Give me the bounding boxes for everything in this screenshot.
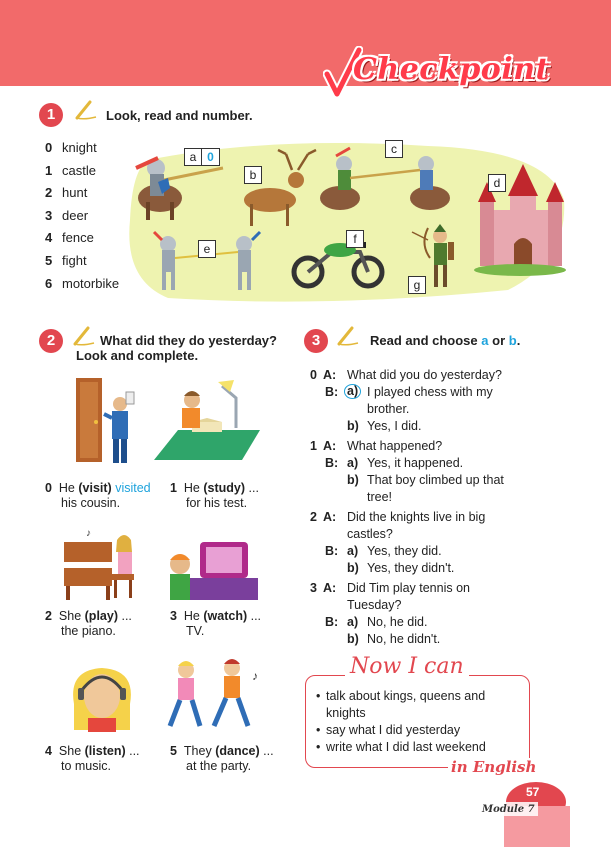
list-item bbox=[316, 722, 486, 739]
svg-text:♪: ♪ bbox=[252, 669, 258, 683]
visit-cousin-illustration bbox=[72, 374, 142, 466]
exercise-2-item-1 bbox=[170, 481, 259, 511]
label-g: g bbox=[408, 276, 426, 294]
list-item-text: say what I did yesterday bbox=[326, 723, 461, 737]
option-text: tree! bbox=[367, 490, 393, 504]
item-number: 3 bbox=[170, 609, 177, 623]
item-rest: TV. bbox=[186, 624, 205, 638]
list-item bbox=[45, 208, 119, 231]
label-b: b bbox=[244, 166, 262, 184]
in-english-label: in English bbox=[448, 758, 539, 776]
instruction-period: . bbox=[516, 333, 521, 348]
exercise-2-number: 2 bbox=[46, 332, 56, 349]
instruction-option-b: b bbox=[508, 333, 517, 348]
item-verb: (watch) bbox=[203, 609, 248, 623]
question-number: 3 bbox=[310, 581, 317, 595]
speaker-a: A: bbox=[323, 581, 337, 595]
item-number: 0 bbox=[45, 140, 53, 155]
item-number: 1 bbox=[45, 162, 53, 178]
exercise-2-item-4 bbox=[45, 744, 140, 774]
instruction-text: Read and choose bbox=[370, 333, 478, 348]
selected-option-a: a) bbox=[344, 384, 361, 399]
item-word: motorbike bbox=[62, 275, 120, 291]
list-item bbox=[45, 140, 119, 163]
item-number: 5 bbox=[170, 744, 177, 758]
item-answer: visited bbox=[115, 481, 151, 495]
question-text: Did the knights live in big bbox=[347, 510, 486, 524]
list-item bbox=[45, 163, 119, 186]
item-word: fence bbox=[62, 230, 94, 246]
exercise-2-item-3 bbox=[170, 609, 261, 639]
question-text: Did Tim play tennis on bbox=[347, 581, 470, 595]
listen-music-illustration bbox=[64, 664, 140, 734]
item-number: 2 bbox=[45, 185, 53, 201]
item-subject: They bbox=[183, 744, 212, 758]
exercise-1-badge bbox=[38, 102, 64, 128]
question-text: castles? bbox=[347, 527, 393, 541]
instruction-option-a: a bbox=[481, 333, 489, 348]
exercise-1-picture-panel bbox=[128, 140, 568, 302]
item-number: 5 bbox=[45, 252, 53, 268]
item-number: 4 bbox=[45, 230, 53, 246]
question-text: What happened? bbox=[347, 439, 443, 453]
exercise-2-item-5 bbox=[170, 744, 274, 774]
option-text: That boy climbed up that bbox=[367, 473, 504, 487]
label-f: f bbox=[346, 230, 364, 248]
watch-tv-illustration bbox=[160, 536, 260, 602]
item-number: 0 bbox=[45, 481, 52, 495]
item-rest: for his test. bbox=[186, 496, 248, 510]
item-verb: (play) bbox=[84, 609, 118, 623]
label-a-answer: 0 bbox=[202, 148, 220, 166]
list-item bbox=[45, 253, 119, 276]
option-a-label: a) bbox=[347, 544, 359, 558]
item-subject: She bbox=[58, 744, 82, 758]
item-word: deer bbox=[62, 207, 89, 223]
exercise-2-badge bbox=[38, 328, 64, 354]
item-word: fight bbox=[62, 252, 87, 268]
item-blank: ... bbox=[263, 744, 274, 758]
item-rest: at the party. bbox=[186, 759, 252, 773]
exercise-2-instruction-line1: What did they do yesterday? bbox=[100, 333, 277, 348]
page-number: 57 bbox=[526, 785, 540, 799]
speaker-b: B: bbox=[325, 385, 339, 399]
list-item-text: talk about kings, queens and bbox=[326, 689, 486, 703]
list-item-text: write what I did last weekend bbox=[326, 740, 486, 754]
option-b-label: b) bbox=[347, 561, 359, 575]
item-word: knight bbox=[62, 140, 97, 155]
svg-text:♪: ♪ bbox=[86, 528, 91, 539]
label-c: c bbox=[385, 140, 403, 158]
label-e: e bbox=[198, 240, 216, 258]
list-item bbox=[45, 185, 119, 208]
list-item bbox=[45, 276, 119, 299]
option-text: brother. bbox=[367, 402, 410, 416]
question-number: 1 bbox=[310, 439, 317, 453]
item-subject: He bbox=[183, 609, 200, 623]
option-a-label: a) bbox=[347, 615, 359, 629]
item-subject: He bbox=[58, 481, 75, 495]
speaker-a: A: bbox=[323, 510, 337, 524]
item-number: 1 bbox=[170, 481, 177, 495]
item-verb: (study) bbox=[203, 481, 246, 495]
option-b-label: b) bbox=[347, 419, 359, 433]
item-verb: (visit) bbox=[78, 481, 112, 495]
item-number: 3 bbox=[45, 207, 53, 223]
now-i-can-list bbox=[316, 688, 486, 756]
question-number: 0 bbox=[310, 368, 317, 382]
item-verb: (dance) bbox=[215, 744, 260, 758]
instruction-or: or bbox=[492, 333, 506, 348]
module-label: Module 7 bbox=[482, 804, 535, 815]
item-subject: He bbox=[183, 481, 200, 495]
item-word: hunt bbox=[62, 185, 88, 201]
question-number: 2 bbox=[310, 510, 317, 524]
pencil-icon bbox=[74, 98, 100, 122]
item-rest: his cousin. bbox=[61, 496, 121, 510]
exercise-1-word-list bbox=[45, 140, 119, 298]
now-i-can-title: Now I can bbox=[345, 654, 469, 679]
exercise-2-item-2 bbox=[45, 609, 132, 639]
list-item-text: knights bbox=[326, 706, 366, 720]
list-item bbox=[316, 688, 486, 722]
exercise-2-instruction-line2: Look and complete. bbox=[76, 348, 199, 363]
exercise-1-number: 1 bbox=[46, 106, 56, 123]
label-d: d bbox=[488, 174, 506, 192]
item-blank: ... bbox=[121, 609, 132, 623]
checkpoint-text: Checkpoint bbox=[353, 52, 550, 87]
item-number: 4 bbox=[45, 744, 52, 758]
speaker-a: A: bbox=[323, 439, 337, 453]
item-blank: ... bbox=[248, 481, 259, 495]
item-verb: (listen) bbox=[84, 744, 126, 758]
option-a-label: a) bbox=[347, 456, 359, 470]
dance-illustration bbox=[156, 656, 266, 734]
item-word: castle bbox=[62, 162, 96, 178]
exercise-3-number: 3 bbox=[311, 332, 321, 349]
option-b-label: b) bbox=[347, 632, 359, 646]
piano-illustration bbox=[62, 526, 140, 602]
list-item bbox=[45, 230, 119, 253]
speaker-b: B: bbox=[325, 456, 339, 470]
option-text: No, he didn't. bbox=[367, 632, 441, 646]
item-rest: to music. bbox=[61, 759, 112, 773]
item-blank: ... bbox=[129, 744, 140, 758]
label-a: a bbox=[184, 148, 202, 166]
option-text: No, he did. bbox=[367, 615, 428, 629]
item-subject: She bbox=[58, 609, 82, 623]
option-text: Yes, they did. bbox=[367, 544, 442, 558]
checkpoint-title bbox=[323, 46, 555, 100]
question-text: What did you do yesterday? bbox=[347, 368, 502, 382]
question-text: Tuesday? bbox=[347, 598, 402, 612]
item-rest: the piano. bbox=[61, 624, 116, 638]
exercise-1-instruction: Look, read and number. bbox=[106, 108, 253, 123]
item-number: 2 bbox=[45, 609, 52, 623]
option-text: Yes, they didn't. bbox=[367, 561, 455, 575]
pencil-icon bbox=[72, 324, 98, 348]
option-b-label: b) bbox=[347, 473, 359, 487]
item-number: 6 bbox=[45, 275, 53, 291]
pencil-icon bbox=[336, 324, 362, 348]
exercise-2-item-0 bbox=[45, 481, 151, 511]
item-blank: ... bbox=[250, 609, 262, 623]
exercise-3-instruction bbox=[370, 333, 520, 349]
speaker-b: B: bbox=[325, 615, 339, 629]
exercise-3-badge bbox=[303, 328, 329, 354]
speaker-a: A: bbox=[323, 368, 337, 382]
study-illustration bbox=[152, 374, 262, 466]
option-text: Yes, it happened. bbox=[367, 456, 464, 470]
list-item bbox=[316, 739, 486, 756]
option-text: I played chess with my bbox=[367, 385, 493, 399]
option-text: Yes, I did. bbox=[367, 419, 422, 433]
speaker-b: B: bbox=[325, 544, 339, 558]
